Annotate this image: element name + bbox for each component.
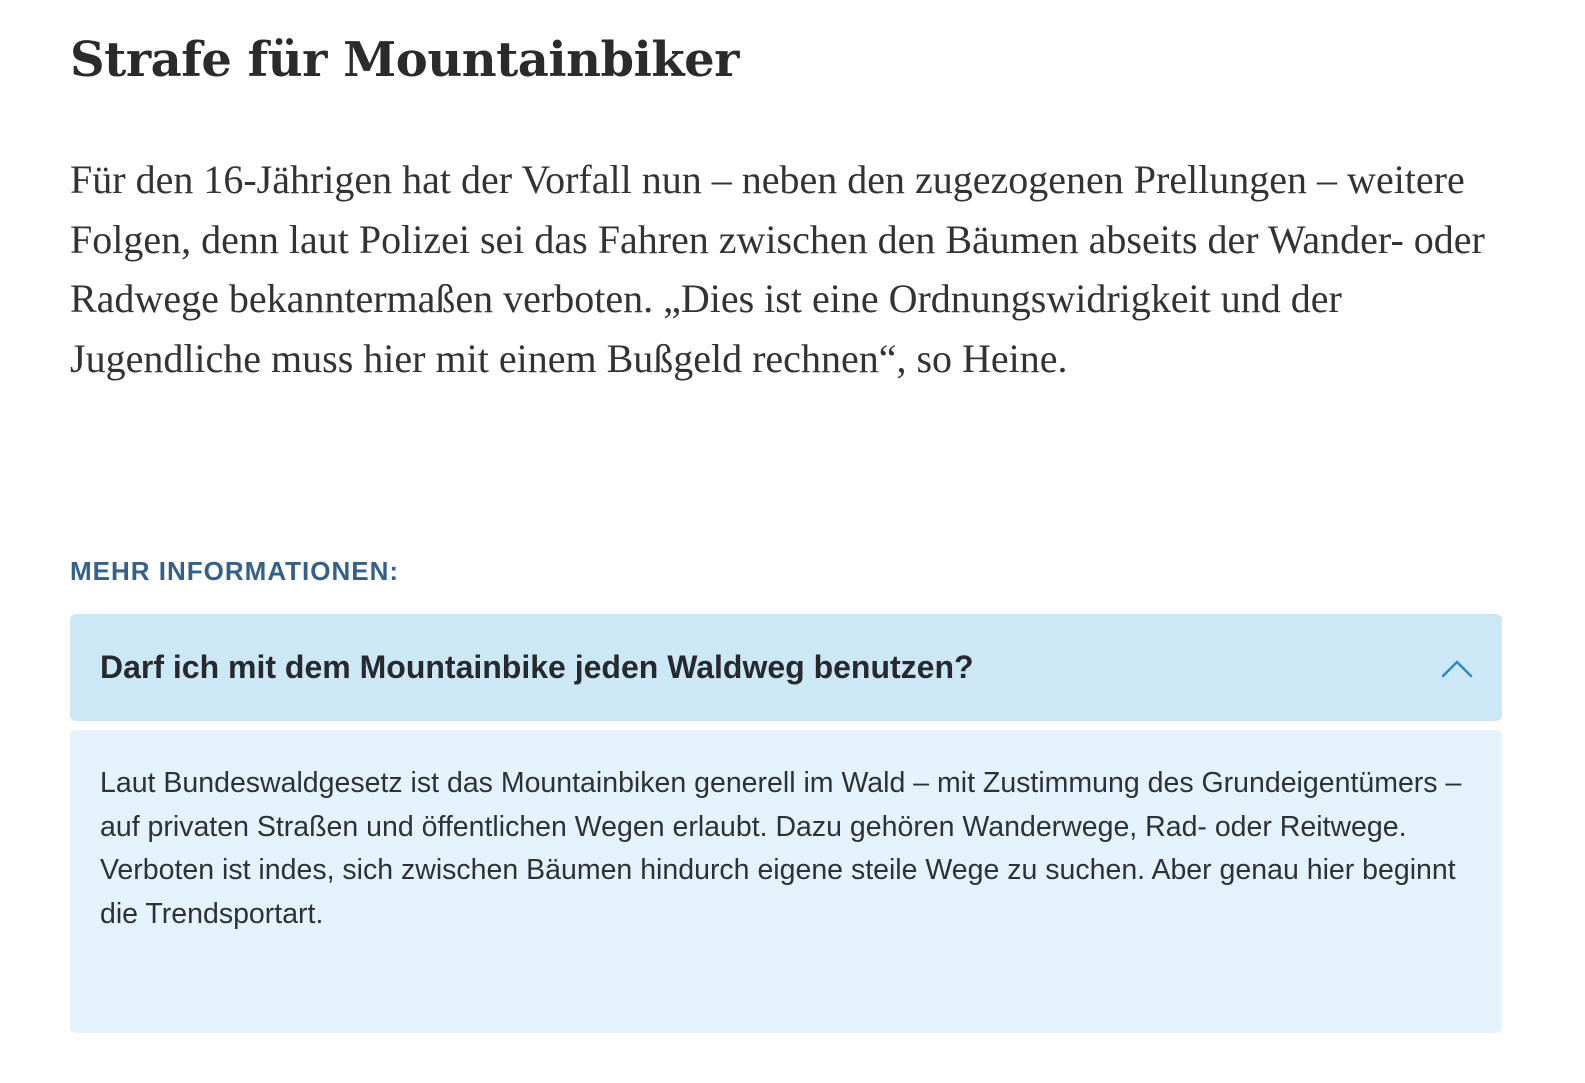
faq-accordion <box>70 614 1502 1033</box>
faq-accordion-panel <box>70 730 1502 1033</box>
more-info-label: MEHR INFORMATIONEN: <box>70 556 400 586</box>
faq-accordion-header[interactable] <box>70 614 1502 721</box>
faq-answer: Laut Bundeswaldgesetz ist das Mountainbiken generell im Wald – mit Zustimmung des Grundeigentümers – auf privaten Straßen und öffentlichen Wegen erlaubt. Dazu gehören Wanderwege, Rad- oder Reitwege. Verboten ist indes, sich zwischen Bäumen hindurch eigene steile Wege zu suchen. Aber genau hier beginnt die Trendsportart. <box>100 767 1462 930</box>
faq-question: Darf ich mit dem Mountainbike jeden Waldweg benutzen? <box>100 649 974 685</box>
article-headline: Strafe für Mountainbiker <box>70 32 739 88</box>
chevron-up-icon[interactable] <box>1440 657 1474 679</box>
article-paragraph: Für den 16-Jährigen hat der Vorfall nun – neben den zugezogenen Prellungen – weitere Folgen, denn laut Polizei sei das Fahren zwischen den Bäumen abseits der Wander- oder Radwege bekanntermaßen verboten. „Dies ist eine Ordnungswidrigkeit und der Jugendliche muss hier mit einem Bußgeld rechnen“, so Heine. <box>70 157 1485 381</box>
